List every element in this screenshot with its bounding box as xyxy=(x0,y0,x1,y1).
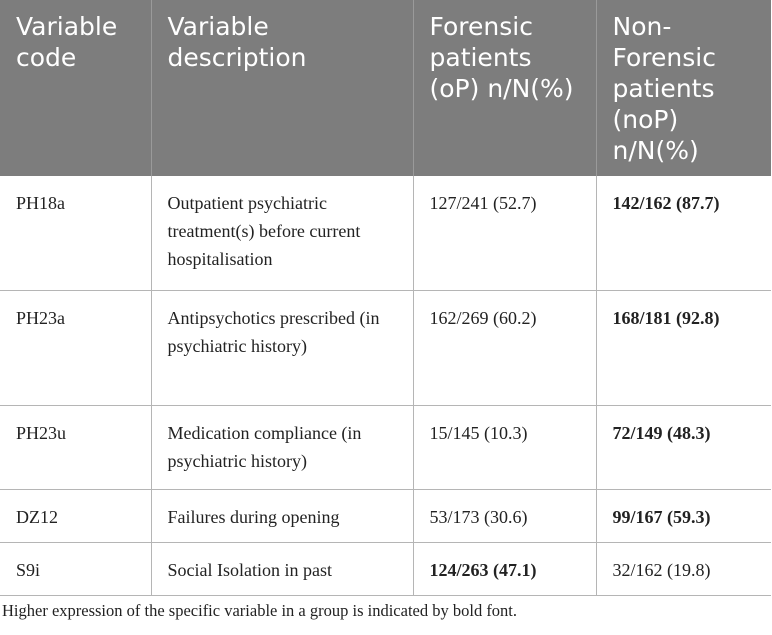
table-row xyxy=(0,176,771,290)
cell-variable-code: S9i xyxy=(0,542,151,595)
header-row xyxy=(0,0,771,176)
cell-variable-code: PH23a xyxy=(0,290,151,405)
cell-non-forensic: 142/162 (87.7) xyxy=(596,176,771,290)
table-footnote: Higher expression of the specific variable in a group is indicated by bold font. xyxy=(2,601,518,620)
table-row xyxy=(0,405,771,489)
cell-forensic: 53/173 (30.6) xyxy=(413,489,596,542)
table-body xyxy=(0,176,771,595)
table-row xyxy=(0,290,771,405)
cell-forensic: 124/263 (47.1) xyxy=(413,542,596,595)
table-row xyxy=(0,489,771,542)
header-variable-code: Variable code xyxy=(0,0,151,176)
cell-non-forensic: 168/181 (92.8) xyxy=(596,290,771,405)
table-header xyxy=(0,0,771,176)
cell-variable-description: Medication compliance (in psychiatric history) xyxy=(151,405,413,489)
cell-forensic: 15/145 (10.3) xyxy=(413,405,596,489)
table-row xyxy=(0,542,771,595)
cell-non-forensic: 72/149 (48.3) xyxy=(596,405,771,489)
cell-variable-code: PH18a xyxy=(0,176,151,290)
cell-variable-description: Social Isolation in past xyxy=(151,542,413,595)
cell-variable-description: Outpatient psychiatric treatment(s) before current hospitalisation xyxy=(151,176,413,290)
cell-variable-description: Antipsychotics prescribed (in psychiatric history) xyxy=(151,290,413,405)
cell-variable-code: DZ12 xyxy=(0,489,151,542)
cell-non-forensic: 99/167 (59.3) xyxy=(596,489,771,542)
cell-forensic: 127/241 (52.7) xyxy=(413,176,596,290)
header-forensic-patients: Forensic patients (oP) n/N(%) xyxy=(413,0,596,176)
header-non-forensic-patients: Non-Forensic patients (noP) n/N(%) xyxy=(596,0,771,176)
cell-variable-code: PH23u xyxy=(0,405,151,489)
cell-non-forensic: 32/162 (19.8) xyxy=(596,542,771,595)
cell-forensic: 162/269 (60.2) xyxy=(413,290,596,405)
cell-variable-description: Failures during opening xyxy=(151,489,413,542)
header-variable-description: Variable description xyxy=(151,0,413,176)
